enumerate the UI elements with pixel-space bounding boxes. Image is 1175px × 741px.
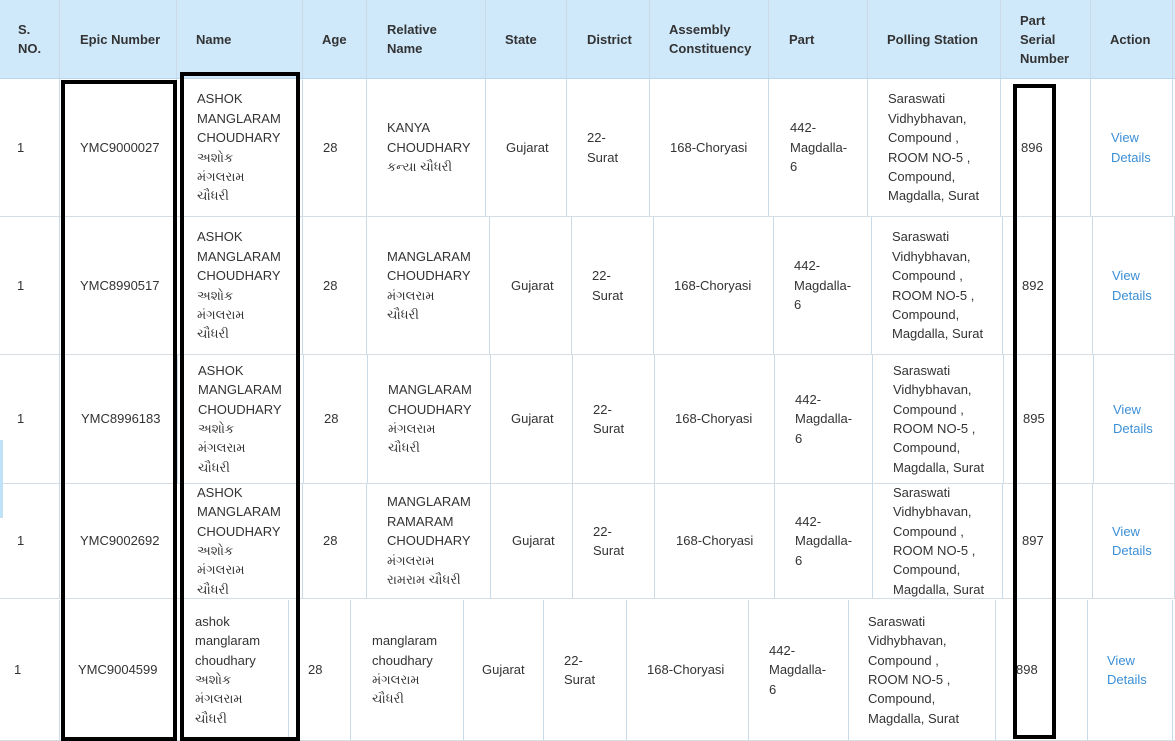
- row-divider: [0, 598, 1175, 599]
- header-relative-name: Relative Name: [387, 22, 437, 56]
- cell-relative-name-line: RAMARAM: [387, 513, 454, 529]
- cell-part-line: Magdalla-: [769, 662, 827, 678]
- cell-part-line: 442-: [769, 642, 796, 658]
- cell-polling-station-line: Compound,: [868, 691, 936, 707]
- cell-epic-number: YMC9002692: [80, 533, 160, 549]
- cell-age: 28: [323, 139, 338, 155]
- view-details-link-line[interactable]: Details: [1107, 672, 1147, 687]
- cell-part-serial-number: 892: [1022, 277, 1044, 293]
- column-divider: [350, 600, 351, 740]
- column-divider: [774, 355, 775, 483]
- column-divider: [867, 0, 868, 78]
- column-divider: [871, 217, 872, 354]
- cell-relative-name-line: choudhary: [372, 652, 433, 668]
- cell-name-line: ASHOK: [197, 91, 243, 107]
- cell-sno: 1: [17, 139, 25, 155]
- cell-name-line: અશોક: [198, 421, 235, 436]
- view-details-link-line[interactable]: Details: [1111, 149, 1151, 165]
- column-divider: [848, 600, 849, 740]
- cell-district-line: Surat: [587, 149, 619, 165]
- cell-district-line: Surat: [564, 672, 596, 687]
- cell-name-line: MANGLARAM: [197, 248, 281, 264]
- column-divider: [302, 79, 303, 216]
- cell-relative-name-line: ચૌધરી: [372, 691, 404, 707]
- column-divider: [1092, 484, 1093, 598]
- cell-polling-station-line: Compound,: [888, 168, 956, 184]
- cell-assembly-constituency: 168-Choryasi: [675, 411, 753, 427]
- cell-relative-name-line: CHOUDHARY: [387, 268, 471, 284]
- cell-part: [790, 79, 860, 216]
- cell-age: 28: [324, 411, 339, 427]
- column-divider: [867, 79, 868, 216]
- cell-polling-station-line: ROOM NO-5 ,: [868, 672, 951, 687]
- cell-name-line: મંગલરામ: [195, 691, 243, 707]
- header-sno: S. NO.: [18, 22, 42, 56]
- cell-polling-station-line: Magdalla, Surat: [893, 581, 985, 597]
- column-divider: [485, 79, 486, 216]
- column-divider: [176, 79, 177, 216]
- cell-relative-name-line: રામરામ ચૌધરી: [387, 572, 461, 588]
- cell-part-line: 6: [795, 430, 803, 446]
- column-divider: [1172, 600, 1173, 740]
- cell-name-line: choudhary: [195, 652, 256, 668]
- view-details-link-line[interactable]: View: [1107, 652, 1135, 668]
- cell-part-line: 442-: [795, 391, 822, 407]
- cell-polling-station: [868, 600, 974, 740]
- view-details-link-line[interactable]: View: [1113, 401, 1141, 417]
- column-divider: [1172, 0, 1173, 78]
- cell-part-line: 6: [790, 159, 798, 175]
- cell-state: Gujarat: [512, 533, 555, 549]
- column-divider: [768, 79, 769, 216]
- cell-district: [564, 600, 614, 740]
- view-details-link-line[interactable]: Details: [1113, 421, 1153, 436]
- cell-district-line: Surat: [592, 287, 624, 303]
- column-divider: [367, 355, 368, 483]
- cell-relative-name: [387, 217, 483, 354]
- cell-name-line: મંગલરામ: [198, 440, 246, 456]
- cell-name-line: MANGLARAM: [197, 110, 281, 126]
- cell-name-line: અશોક: [197, 543, 234, 558]
- cell-relative-name-line: MANGLARAM: [387, 248, 471, 264]
- cell-name-line: મંગલરામ: [197, 306, 245, 322]
- cell-name-line: manglaram: [195, 633, 261, 649]
- column-divider: [1090, 79, 1091, 216]
- cell-polling-station-line: Compound,: [893, 440, 961, 456]
- column-divider: [1087, 600, 1088, 740]
- cell-part-line: Magdalla-: [795, 533, 853, 549]
- cell-relative-name-line: manglaram: [372, 633, 438, 649]
- cell-part-line: 6: [769, 681, 777, 697]
- column-divider: [654, 484, 655, 598]
- column-divider: [59, 355, 60, 483]
- column-divider: [566, 0, 567, 78]
- column-divider: [490, 484, 491, 598]
- view-details-link-line[interactable]: Details: [1112, 543, 1152, 558]
- cell-part-serial-number: 897: [1022, 533, 1044, 549]
- cell-state: Gujarat: [482, 662, 525, 678]
- cell-sno: 1: [14, 662, 22, 678]
- cell-part: [795, 484, 865, 598]
- cell-name-line: CHOUDHARY: [198, 401, 282, 417]
- column-divider: [872, 484, 873, 598]
- cell-name-line: ashok: [195, 613, 230, 629]
- column-divider: [1092, 217, 1093, 354]
- column-divider: [59, 217, 60, 354]
- column-divider: [748, 600, 749, 740]
- cell-polling-station-line: Magdalla, Surat: [888, 188, 980, 204]
- cell-district-line: 22-: [564, 652, 583, 668]
- column-divider: [649, 0, 650, 78]
- view-details-link[interactable]: [1112, 217, 1167, 354]
- column-divider: [366, 79, 367, 216]
- cell-relative-name-line: CHOUDHARY: [388, 401, 472, 417]
- column-divider: [626, 600, 627, 740]
- cell-name-line: અશોક: [197, 287, 234, 303]
- header-name: Name: [196, 31, 232, 47]
- view-details-link[interactable]: [1112, 484, 1167, 598]
- column-divider: [1002, 484, 1003, 598]
- cell-part-line: 6: [794, 297, 802, 313]
- cell-polling-station-line: Vidhybhavan,: [893, 504, 972, 520]
- cell-relative-name-line: ચૌધરી: [387, 306, 419, 322]
- cell-polling-station: [888, 79, 994, 216]
- column-divider: [490, 355, 491, 483]
- cell-name-line: CHOUDHARY: [197, 523, 281, 539]
- cell-polling-station-line: Compound ,: [888, 130, 959, 146]
- cell-district-line: 22-: [593, 523, 612, 539]
- cell-relative-name-line: મંગલરામ: [387, 287, 435, 303]
- cell-polling-station-line: Compound ,: [893, 401, 964, 417]
- cell-relative-name-line: મંગલરામ: [388, 421, 436, 436]
- column-divider: [302, 0, 303, 78]
- column-divider: [177, 355, 178, 483]
- cell-relative-name-line: ચૌધરી: [388, 440, 420, 456]
- column-divider: [176, 217, 177, 354]
- cell-epic-number: YMC8990517: [80, 277, 160, 293]
- cell-relative-name-line: CHOUDHARY: [387, 533, 471, 549]
- column-divider: [176, 484, 177, 598]
- column-divider: [176, 600, 177, 740]
- cell-polling-station-line: Saraswati: [893, 362, 951, 378]
- cell-state: Gujarat: [506, 139, 549, 155]
- cell-relative-name-line: MANGLARAM: [388, 382, 472, 398]
- column-divider: [653, 217, 654, 354]
- column-divider: [485, 0, 486, 78]
- cell-polling-station-line: Magdalla, Surat: [893, 459, 985, 475]
- column-divider: [571, 217, 572, 354]
- cell-polling-station-line: Compound ,: [892, 268, 963, 284]
- column-divider: [288, 600, 289, 740]
- cell-assembly-constituency: 168-Choryasi: [676, 533, 754, 549]
- view-details-link[interactable]: [1111, 79, 1166, 216]
- cell-district-line: Surat: [593, 421, 625, 436]
- cell-polling-station-line: Saraswati: [868, 613, 926, 629]
- column-divider: [302, 217, 303, 354]
- column-divider: [995, 600, 996, 740]
- cell-name: [197, 79, 289, 216]
- column-divider: [1172, 79, 1173, 216]
- cell-polling-station-line: Vidhybhavan,: [888, 110, 967, 126]
- column-divider: [1093, 355, 1094, 483]
- cell-name-line: ASHOK: [198, 362, 244, 378]
- cell-part-line: Magdalla-: [795, 411, 853, 427]
- view-details-link-line[interactable]: Details: [1112, 287, 1152, 303]
- cell-polling-station-line: Saraswati: [893, 484, 951, 500]
- cell-polling-station-line: Vidhybhavan,: [868, 633, 947, 649]
- cell-polling-station-line: Magdalla, Surat: [892, 326, 984, 342]
- cell-part: [795, 355, 865, 483]
- cell-part-serial-number: 896: [1021, 139, 1043, 155]
- cell-district: [593, 355, 643, 483]
- cell-age: 28: [323, 533, 338, 549]
- cell-relative-name-line: મંગલરામ: [372, 672, 420, 687]
- column-divider: [1002, 217, 1003, 354]
- cell-sno: 1: [17, 533, 25, 549]
- cell-part: [769, 600, 839, 740]
- view-details-link[interactable]: [1107, 600, 1162, 740]
- cell-district-line: 22-: [592, 268, 611, 284]
- cell-name-line: અશોક: [197, 149, 234, 165]
- row-indicator: [0, 440, 3, 518]
- cell-part-line: 442-: [795, 513, 822, 529]
- cell-polling-station-line: ROOM NO-5 ,: [893, 421, 976, 436]
- cell-name-line: CHOUDHARY: [197, 130, 281, 146]
- column-divider: [1000, 79, 1001, 216]
- header-part: Part: [789, 31, 815, 47]
- cell-part-serial-number: 898: [1016, 662, 1038, 678]
- cell-district-line: 22-: [593, 401, 612, 417]
- cell-name-line: CHOUDHARY: [197, 268, 281, 284]
- column-divider: [366, 217, 367, 354]
- cell-name-line: ચૌધરી: [198, 459, 230, 475]
- cell-polling-station: [892, 217, 998, 354]
- cell-relative-name: [387, 79, 483, 216]
- cell-name-line: ચૌધરી: [197, 326, 229, 342]
- header-state: State: [505, 31, 537, 47]
- column-divider: [773, 217, 774, 354]
- cell-polling-station-line: Magdalla, Surat: [868, 710, 960, 726]
- column-divider: [566, 79, 567, 216]
- column-divider: [59, 0, 60, 78]
- cell-district-line: 22-: [587, 130, 606, 146]
- cell-state: Gujarat: [511, 277, 554, 293]
- cell-polling-station-line: Compound ,: [893, 523, 964, 539]
- column-divider: [176, 0, 177, 78]
- cell-name: [197, 217, 289, 354]
- column-divider: [1000, 0, 1001, 78]
- cell-relative-name-line: CHOUDHARY: [387, 139, 471, 155]
- cell-polling-station-line: Compound ,: [868, 652, 939, 668]
- view-details-link-line[interactable]: View: [1112, 523, 1140, 539]
- column-divider: [649, 79, 650, 216]
- cell-name: [197, 484, 289, 598]
- cell-district: [592, 217, 642, 354]
- column-divider: [543, 600, 544, 740]
- column-divider: [59, 600, 60, 740]
- column-divider: [302, 484, 303, 598]
- column-divider: [872, 355, 873, 483]
- cell-relative-name-line: KANYA: [387, 120, 431, 136]
- cell-assembly-constituency: 168-Choryasi: [647, 662, 725, 678]
- cell-polling-station-line: Compound,: [893, 562, 961, 578]
- column-divider: [59, 79, 60, 216]
- header-polling-station: Polling Station: [887, 31, 978, 47]
- cell-part: [794, 217, 864, 354]
- cell-age: 28: [323, 277, 338, 293]
- header-part-serial-number: Part Serial Number: [1020, 12, 1070, 66]
- header-age: Age: [322, 31, 347, 47]
- cell-name-line: અશોક: [195, 672, 232, 687]
- cell-assembly-constituency: 168-Choryasi: [670, 139, 748, 155]
- cell-part-line: 442-: [794, 258, 821, 274]
- column-divider: [572, 484, 573, 598]
- view-details-link[interactable]: [1113, 355, 1168, 483]
- cell-name: [195, 600, 287, 740]
- column-divider: [489, 217, 490, 354]
- cell-name-line: મંગલરામ: [197, 562, 245, 578]
- column-divider: [654, 355, 655, 483]
- cell-polling-station-line: Compound,: [892, 306, 960, 322]
- cell-polling-station-line: ROOM NO-5 ,: [892, 287, 975, 303]
- cell-name-line: ચૌધરી: [195, 710, 227, 726]
- header-district: District: [587, 31, 632, 47]
- cell-relative-name: [388, 355, 484, 483]
- cell-polling-station: [893, 355, 999, 483]
- cell-part-line: 442-: [790, 120, 817, 136]
- cell-district-line: Surat: [593, 543, 625, 558]
- cell-part-line: Magdalla-: [790, 139, 848, 155]
- cell-name-line: ASHOK: [197, 229, 243, 245]
- cell-sno: 1: [17, 411, 25, 427]
- cell-age: 28: [308, 662, 323, 678]
- cell-state: Gujarat: [511, 411, 554, 427]
- column-divider: [303, 355, 304, 483]
- cell-district: [593, 484, 643, 598]
- cell-name-line: મંગલરામ: [197, 168, 245, 184]
- cell-name-line: ચૌધરી: [197, 188, 229, 204]
- column-divider: [572, 355, 573, 483]
- header-action: Action: [1110, 31, 1151, 47]
- header-epic-number: Epic Number: [80, 31, 161, 47]
- column-divider: [59, 484, 60, 598]
- cell-epic-number: YMC9004599: [78, 662, 158, 678]
- cell-name-line: ચૌધરી: [197, 581, 229, 597]
- cell-sno: 1: [17, 277, 25, 293]
- cell-polling-station-line: ROOM NO-5 ,: [893, 543, 976, 558]
- view-details-link-line[interactable]: View: [1112, 268, 1140, 284]
- cell-polling-station-line: Saraswati: [888, 91, 946, 107]
- cell-polling-station-line: ROOM NO-5 ,: [888, 149, 971, 165]
- cell-assembly-constituency: 168-Choryasi: [674, 277, 752, 293]
- view-details-link-line[interactable]: View: [1111, 130, 1139, 146]
- cell-part-line: Magdalla-: [794, 277, 852, 293]
- column-divider: [774, 484, 775, 598]
- cell-part-line: 6: [795, 552, 803, 568]
- cell-relative-name: [372, 600, 468, 740]
- cell-name: [198, 355, 290, 483]
- column-divider: [366, 484, 367, 598]
- cell-epic-number: YMC9000027: [80, 139, 160, 155]
- cell-name-line: ASHOK: [197, 484, 243, 500]
- cell-relative-name-line: MANGLARAM: [387, 494, 471, 510]
- cell-part-serial-number: 895: [1023, 411, 1045, 427]
- column-divider: [366, 0, 367, 78]
- column-divider: [1003, 355, 1004, 483]
- cell-polling-station-line: Vidhybhavan,: [892, 248, 971, 264]
- cell-polling-station-line: Saraswati: [892, 229, 950, 245]
- cell-name-line: MANGLARAM: [197, 504, 281, 520]
- column-divider: [1090, 0, 1091, 78]
- cell-name-line: MANGLARAM: [198, 382, 282, 398]
- cell-polling-station: [893, 484, 999, 598]
- cell-polling-station-line: Vidhybhavan,: [893, 382, 972, 398]
- cell-relative-name: [387, 484, 483, 598]
- cell-relative-name-line: મંગલરામ: [387, 552, 435, 568]
- cell-relative-name-line: કન્યા ચૌધરી: [387, 159, 453, 175]
- column-divider: [768, 0, 769, 78]
- cell-epic-number: YMC8996183: [81, 411, 161, 427]
- cell-district: [587, 79, 637, 216]
- header-assembly-constituency: Assembly Constituency: [669, 22, 752, 56]
